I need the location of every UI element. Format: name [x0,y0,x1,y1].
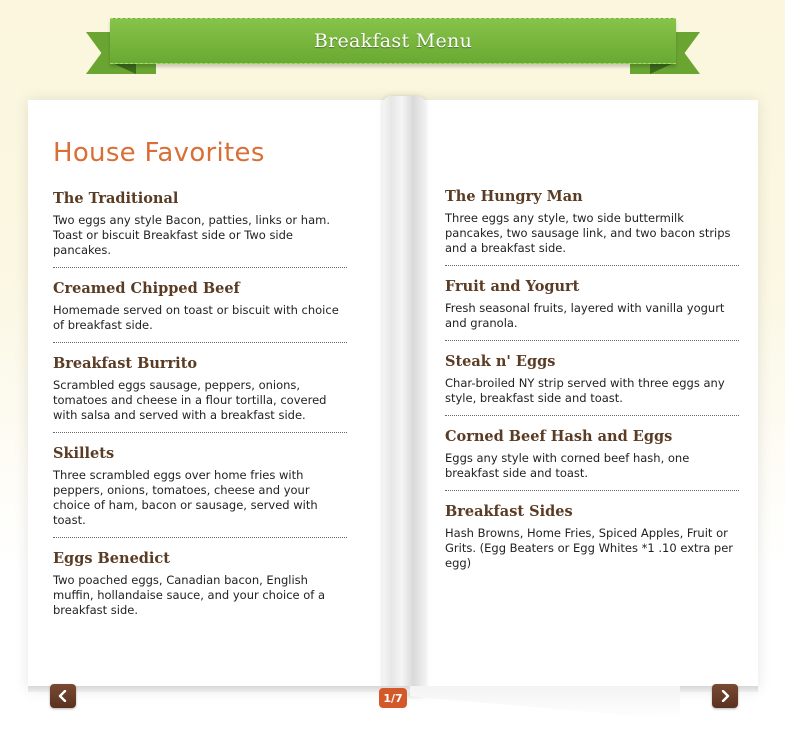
menu-item-description: Fresh seasonal fruits, layered with vanilla yogurt and granola. [445,301,725,330]
page-indicator: 1/7 [379,688,407,708]
menu-item [53,445,347,538]
chevron-right-icon [719,690,731,702]
menu-item-description: Three scrambled eggs over home fries with peppers, onions, tomatoes, cheese and your choice of ham, bacon or sausage, served with toast. [53,468,318,527]
menu-item-description: Homemade served on toast or biscuit with choice of breakfast side. [53,303,339,332]
right-page [445,188,739,592]
menu-item-name: Eggs Benedict [53,550,170,567]
menu-item [53,190,347,268]
menu-item-description: Two eggs any style Bacon, patties, links or ham. Toast or biscuit Breakfast side or Two side pancakes. [53,213,330,257]
menu-item [53,280,347,343]
menu-item [53,355,347,433]
menu-item [445,353,739,416]
menu-item-description: Two poached eggs, Canadian bacon, English muffin, hollandaise sauce, and your choice of a breakfast side. [53,573,326,617]
menu-item [445,278,739,341]
next-page-button[interactable] [712,684,738,708]
menu-item-name: Steak n' Eggs [445,353,556,370]
menu-item-description: Scrambled eggs sausage, peppers, onions, tomatoes and cheese in a flour tortilla, covered with salsa and served with a breakfast side. [53,378,327,422]
menu-item-name: Creamed Chipped Beef [53,280,240,297]
book-spine [383,96,425,696]
left-page [53,138,347,639]
menu-item-description: Eggs any style with corned beef hash, one breakfast side and toast. [445,451,690,480]
menu-item-name: Skillets [53,445,115,462]
header-ribbon [110,18,676,64]
previous-page-button[interactable] [50,684,76,708]
menu-item-description: Char-broiled NY strip served with three eggs any style, breakfast side and toast. [445,376,725,405]
menu-item-name: Fruit and Yogurt [445,278,580,295]
menu-item-description: Hash Browns, Home Fries, Spiced Apples, Fruit or Grits. (Egg Beaters or Egg Whites *1 .10 extra per egg) [445,526,734,570]
menu-item-name: Breakfast Sides [445,503,573,520]
menu-item-name: The Hungry Man [445,188,583,205]
menu-item [53,550,347,627]
menu-item [445,503,739,580]
menu-item-name: Breakfast Burrito [53,355,198,372]
menu-item-name: Corned Beef Hash and Eggs [445,428,673,445]
menu-item [445,188,739,266]
menu-item-name: The Traditional [53,190,179,207]
page-curl[interactable] [410,686,680,720]
chevron-left-icon [57,690,69,702]
menu-item [445,428,739,491]
section-title: House Favorites [53,138,265,168]
menu-title: Breakfast Menu [313,30,473,52]
menu-item-description: Three eggs any style, two side buttermilk pancakes, two sausage link, and two bacon strips and a breakfast side. [445,211,731,255]
